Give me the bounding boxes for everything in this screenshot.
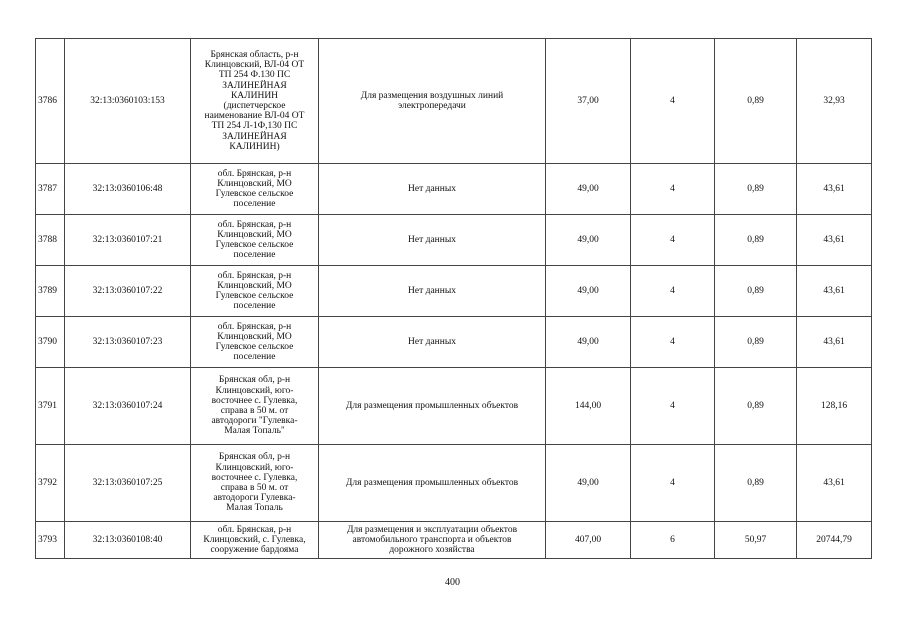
rate-cell: 0,89 bbox=[715, 266, 797, 317]
area-cell: 49,00 bbox=[546, 215, 631, 266]
row-number: 3793 bbox=[36, 522, 65, 559]
row-number: 3790 bbox=[36, 317, 65, 368]
table-row bbox=[36, 317, 872, 368]
table-body bbox=[36, 39, 872, 559]
area-cell: 49,00 bbox=[546, 164, 631, 215]
address-cell: обл. Брянская, р-н Клинцовский, МО Гулевское сельское поселение bbox=[191, 164, 319, 215]
document-page bbox=[35, 38, 871, 559]
group-cell: 4 bbox=[631, 164, 715, 215]
amount-cell: 32,93 bbox=[797, 39, 872, 164]
area-cell: 49,00 bbox=[546, 445, 631, 522]
group-cell: 6 bbox=[631, 522, 715, 559]
amount-cell: 43,61 bbox=[797, 317, 872, 368]
row-number: 3786 bbox=[36, 39, 65, 164]
rate-cell: 50,97 bbox=[715, 522, 797, 559]
permitted-use-cell: Нет данных bbox=[319, 317, 546, 368]
address-cell: Брянская обл, р-н Клинцовский, юго- восточнее с. Гулевка, справа в 50 м. от автодороги Гулевка- Малая Топаль bbox=[191, 445, 319, 522]
amount-cell: 43,61 bbox=[797, 266, 872, 317]
group-cell: 4 bbox=[631, 266, 715, 317]
group-cell: 4 bbox=[631, 317, 715, 368]
table-row bbox=[36, 215, 872, 266]
area-cell: 144,00 bbox=[546, 368, 631, 445]
table-row bbox=[36, 164, 872, 215]
table-row bbox=[36, 39, 872, 164]
row-number: 3789 bbox=[36, 266, 65, 317]
amount-cell: 43,61 bbox=[797, 215, 872, 266]
group-cell: 4 bbox=[631, 215, 715, 266]
amount-cell: 43,61 bbox=[797, 164, 872, 215]
address-cell: обл. Брянская, р-н Клинцовский, МО Гулевское сельское поселение bbox=[191, 266, 319, 317]
rate-cell: 0,89 bbox=[715, 39, 797, 164]
cadastral-number: 32:13:0360107:24 bbox=[65, 368, 191, 445]
cadastral-number: 32:13:0360107:25 bbox=[65, 445, 191, 522]
rate-cell: 0,89 bbox=[715, 215, 797, 266]
table-row bbox=[36, 522, 872, 559]
amount-cell: 43,61 bbox=[797, 445, 872, 522]
row-number: 3787 bbox=[36, 164, 65, 215]
cadastral-number: 32:13:0360108:40 bbox=[65, 522, 191, 559]
amount-cell: 20744,79 bbox=[797, 522, 872, 559]
cadastral-number: 32:13:0360107:21 bbox=[65, 215, 191, 266]
permitted-use-cell: Нет данных bbox=[319, 215, 546, 266]
group-cell: 4 bbox=[631, 368, 715, 445]
cadastral-number: 32:13:0360107:23 bbox=[65, 317, 191, 368]
area-cell: 49,00 bbox=[546, 266, 631, 317]
table-row bbox=[36, 445, 872, 522]
group-cell: 4 bbox=[631, 445, 715, 522]
address-cell: обл. Брянская, р-н Клинцовский, МО Гулевское сельское поселение bbox=[191, 215, 319, 266]
rate-cell: 0,89 bbox=[715, 164, 797, 215]
rate-cell: 0,89 bbox=[715, 317, 797, 368]
rate-cell: 0,89 bbox=[715, 445, 797, 522]
permitted-use-cell: Нет данных bbox=[319, 164, 546, 215]
permitted-use-cell: Нет данных bbox=[319, 266, 546, 317]
area-cell: 49,00 bbox=[546, 317, 631, 368]
area-cell: 37,00 bbox=[546, 39, 631, 164]
permitted-use-cell: Для размещения промышленных объектов bbox=[319, 445, 546, 522]
permitted-use-cell: Для размещения и эксплуатации объектов автомобильного транспорта и объектов дорожного хозяйства bbox=[319, 522, 546, 559]
row-number: 3792 bbox=[36, 445, 65, 522]
group-cell: 4 bbox=[631, 39, 715, 164]
cadastral-number: 32:13:0360106:48 bbox=[65, 164, 191, 215]
rate-cell: 0,89 bbox=[715, 368, 797, 445]
table-row bbox=[36, 368, 872, 445]
page-number: 400 bbox=[445, 577, 460, 588]
cadastral-number: 32:13:0360107:22 bbox=[65, 266, 191, 317]
cadastral-number: 32:13:0360103:153 bbox=[65, 39, 191, 164]
address-cell: обл. Брянская, р-н Клинцовский, МО Гулевское сельское поселение bbox=[191, 317, 319, 368]
permitted-use-cell: Для размещения промышленных объектов bbox=[319, 368, 546, 445]
address-cell: обл. Брянская, р-н Клинцовский, с. Гулевка, сооружение бардоямa bbox=[191, 522, 319, 559]
amount-cell: 128,16 bbox=[797, 368, 872, 445]
address-cell: Брянская обл, р-н Клинцовский, юго- восточнее с. Гулевка, справа в 50 м. от автодороги "Гулевка- Малая Топаль" bbox=[191, 368, 319, 445]
address-cell: Брянская область, р-н Клинцовский, ВЛ-04 ОТ ТП 254 Ф.130 ПС ЗАЛИНЕЙНАЯ КАЛИНИН (диспетчерское наименование ВЛ-04 ОТ ТП 254 Л-1Ф,130 ПС ЗАЛИНЕЙНАЯ КАЛИНИН) bbox=[191, 39, 319, 164]
area-cell: 407,00 bbox=[546, 522, 631, 559]
permitted-use-cell: Для размещения воздушных линий электропередачи bbox=[319, 39, 546, 164]
row-number: 3788 bbox=[36, 215, 65, 266]
table-row bbox=[36, 266, 872, 317]
row-number: 3791 bbox=[36, 368, 65, 445]
land-plots-table bbox=[35, 38, 872, 559]
